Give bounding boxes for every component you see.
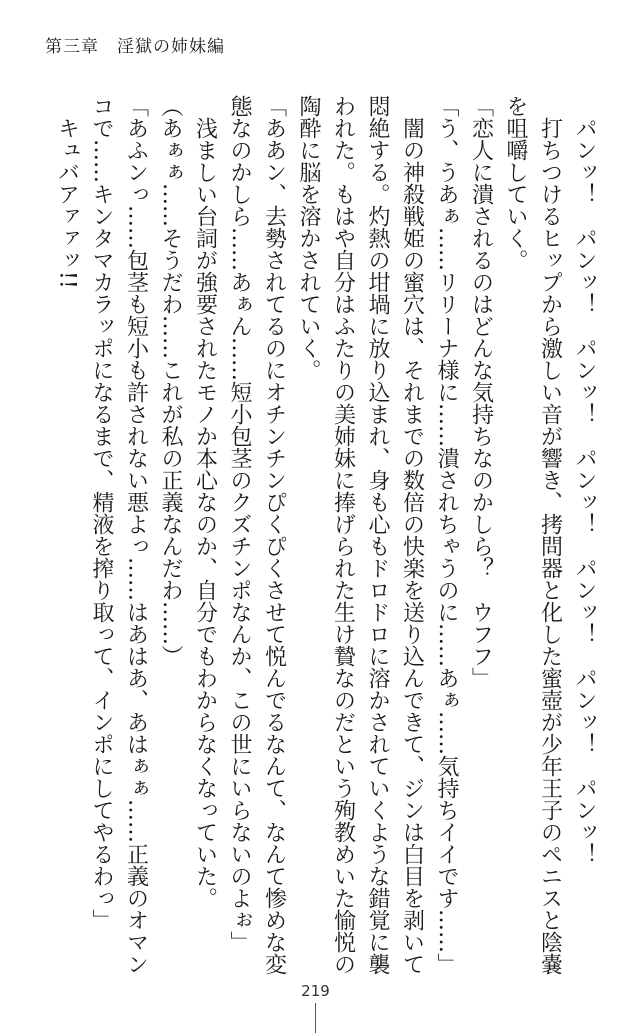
text-line: キュバアァァッ!! [54, 95, 80, 289]
text-line: 打ちつけるヒップから激しい音が響き、拷問器と化した蜜壺が少年王子のペニスと陰嚢 [537, 95, 563, 975]
text-line: 「ああン、去勢されてるのにオチンチンぴくぴくさせて悦んでるなんて、なんて惨めな変 [261, 95, 287, 975]
text-line: 態なのかしら……あぁん……短小包茎のクズチンポなんか、この世にいらないのよぉ」 [227, 95, 252, 953]
text-line: （あぁぁ……そうだわ……これが私の正義なんだわ……） [158, 95, 183, 667]
page-rule [315, 1003, 316, 1033]
text-line: 「あふンっ……包茎も短小も許されない悪よっ……はあはあ、あはぁぁ……正義のオマン [123, 95, 149, 975]
text-line: を咀嚼していく。 [503, 95, 528, 271]
text-line: 「恋人に潰されるのはどんな気持ちなのかしら？ ウフフ」 [468, 95, 494, 689]
text-line: 悶絶する。灼熱の坩堝に放り込まれ、身も心もドロドロに溶かされていくような錯覚に襲 [365, 95, 390, 975]
text-line: コで……キンタマカラッポになるまで、精液を搾り取って、インポにしてやるわっ」 [89, 95, 114, 931]
running-title: 第三章 淫獄の姉妹編 [45, 37, 225, 57]
text-line: 闇の神殺戦姫の蜜穴は、それまでの数倍の快楽を送り込んできて、ジンは白目を剥いて [399, 95, 425, 975]
page-number: 219 [301, 982, 330, 1000]
text-line: 陶酔に脳を溶かされていく。 [296, 95, 321, 381]
text-line: 浅ましい台詞が強要されたモノか本心なのか、自分でもわからなくなっていた。 [192, 95, 218, 909]
body-text [41, 95, 601, 975]
text-line: パンッ！ パンッ！ パンッ！ パンッ！ パンッ！ パンッ！ パンッ！ [572, 95, 597, 865]
text-line: 「う、うあぁ……リリーナ様に……潰されちゃうのに……あぁ……気持ちイイです……」 [434, 95, 459, 975]
text-line: われた。もはや自分はふたりの美姉妹に捧げられた生け贄なのだという殉教めいた愉悦の [330, 95, 356, 975]
